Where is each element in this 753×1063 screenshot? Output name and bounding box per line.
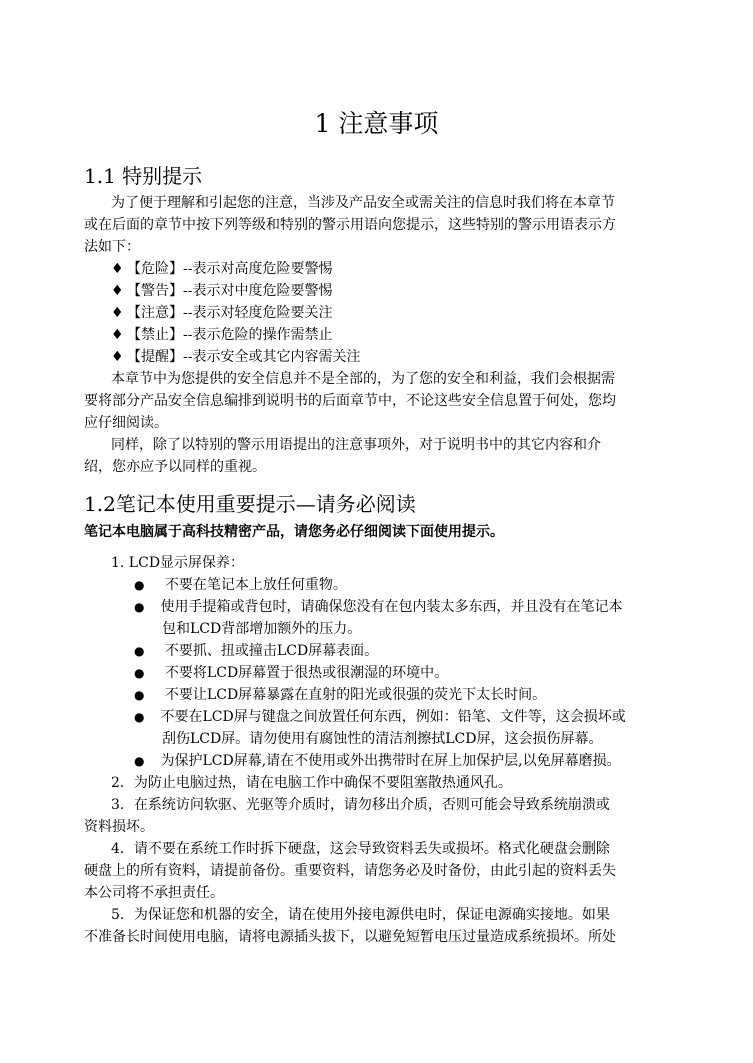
lcd-bullet: ● 为保护LCD屏幕,请在不使用或外出携带时在屏上加保护层,以免屏幕磨损。 [134,753,621,769]
bullet-dot-icon: ● [134,600,145,614]
lcd-bullet-cont: 刮伤LCD屏。请勿使用有腐蚀性的清洁剂擦拭LCD屏，这会损伤屏幕。 [162,731,603,747]
bullet-dot-icon: ● [134,710,145,724]
para2-line-1: 本章节中为您提供的安全信息并不是全部的，为了您的安全和利益，我们会根据需 [111,371,615,387]
section-lead: 笔记本电脑属于高科技精密产品，请您务必仔细阅读下面使用提示。 [84,524,504,540]
diamond-bullet-icon: ♦ [111,283,124,299]
chapter-title: 1 注意事项 [314,109,439,138]
warning-item: ♦ 【提醒】--表示安全或其它内容需关注 [111,346,360,368]
lcd-bullet: ● 不要在笔记本上放任何重物。 [134,577,347,593]
bullet-dot-icon: ● [134,578,145,592]
warning-item: ♦ 【危险】--表示对高度危险要警惕 [111,258,332,280]
item3-line-2: 资料损坏。 [84,819,154,835]
intro-line-3: 法如下： [84,239,140,255]
para3-line-2: 绍，您亦应予以同样的重视。 [84,459,266,475]
lcd-bullet: ● 不要让LCD屏幕暴露在直射的阳光或很强的荧光下太长时间。 [134,687,547,703]
bullet-dot-icon: ● [134,644,145,658]
section-heading-1-2: 1.2笔记本使用重要提示—请务必阅读 [84,492,416,516]
item3-line-1: 3．在系统访问软驱、光驱等介质时，请勿移出介质，否则可能会导致系统崩溃或 [111,797,610,813]
para2-line-2: 要将部分产品安全信息编排到说明书的后面章节中，不论这些安全信息置于何处，您均 [84,393,616,409]
item4-line-1: 4．请不要在系统工作时拆下硬盘，这会导致资料丢失或损坏。格式化硬盘会删除 [111,841,610,857]
lcd-bullet: ● 不要将LCD屏幕置于很热或很潮湿的环境中。 [134,665,449,681]
bullet-dot-icon: ● [134,688,145,702]
warning-item: ♦ 【禁止】--表示危险的操作需禁止 [111,324,332,346]
intro-line-1: 为了便于理解和引起您的注意，当涉及产品安全或需关注的信息时我们将在本章节 [111,195,615,211]
item1-title: 1. LCD显示屏保养： [111,555,245,571]
item2: 2．为防止电脑过热，请在电脑工作中确保不要阻塞散热通风孔。 [111,775,512,791]
bullet-dot-icon: ● [134,754,145,768]
para3-line-1: 同样，除了以特别的警示用语提出的注意事项外，对于说明书中的其它内容和介 [111,437,601,453]
section-heading-1-1: 1.1 特别提示 [84,164,203,188]
lcd-bullet: ● 不要抓、扭或撞击LCD屏幕表面。 [134,643,379,659]
intro-line-2: 或在后面的章节中按下列等级和特别的警示用语向您提示，这些特别的警示用语表示方 [84,217,616,233]
bullet-dot-icon: ● [134,666,145,680]
lcd-bullet: ● 不要在LCD屏与键盘之间放置任何东西，例如：铅笔、文件等，这会损坏或 [134,709,626,725]
para2-line-3: 应仔细阅读。 [84,415,168,431]
diamond-bullet-icon: ♦ [111,305,124,321]
item5-line-2: 不准备长时间使用电脑，请将电源插头拔下，以避免短暂电压过量造成系统损坏。所处 [84,929,616,945]
item4-line-3: 本公司将不承担责任。 [84,885,224,901]
diamond-bullet-icon: ♦ [111,327,124,343]
item5-line-1: 5．为保证您和机器的安全，请在使用外接电源供电时，保证电源确实接地。如果 [111,907,610,923]
warning-item: ♦ 【注意】--表示对轻度危险要关注 [111,302,332,324]
warning-item: ♦ 【警告】--表示对中度危险要警惕 [111,280,332,302]
lcd-bullet: ● 使用手提箱或背包时，请确保您没有在包内装太多东西，并且没有在笔记本 [134,599,623,615]
diamond-bullet-icon: ♦ [111,349,124,365]
lcd-bullet-cont: 包和LCD背部增加额外的压力。 [162,621,362,637]
diamond-bullet-icon: ♦ [111,261,124,277]
item4-line-2: 硬盘上的所有资料，请提前备份。重要资料，请您务必及时备份，由此引起的资料丢失 [84,863,616,879]
